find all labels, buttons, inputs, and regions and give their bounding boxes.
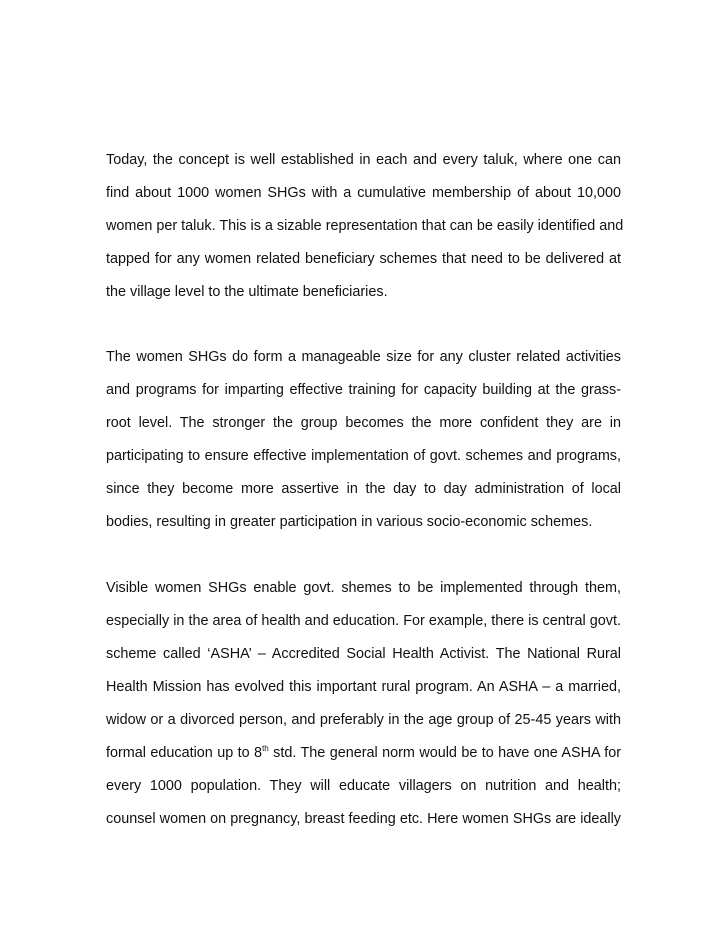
text-line: scheme called ‘ASHA’ – Accredited Social Health Activist. The National Rural <box>106 646 621 662</box>
text-segment: formal education up to 8 <box>106 745 263 761</box>
text-line: Health Mission has evolved this important rural program. An ASHA – a married, <box>106 679 621 695</box>
text-line: tapped for any women related beneficiary schemes that need to be delivered at <box>106 251 621 267</box>
text-line: widow or a divorced person, and preferably in the age group of 25-45 years with <box>106 712 621 728</box>
text-line: and programs for imparting effective training for capacity building at the grass- <box>106 382 621 398</box>
text-line: every 1000 population. They will educate villagers on nutrition and health; <box>106 778 621 794</box>
text-line: counsel women on pregnancy, breast feeding etc. Here women SHGs are ideally <box>106 811 621 827</box>
text-line: root level. The stronger the group becomes the more confident they are in <box>106 415 621 431</box>
text-line: participating to ensure effective implementation of govt. schemes and programs, <box>106 448 621 464</box>
text-line-with-superscript <box>106 737 621 770</box>
paragraph-1 <box>106 144 624 309</box>
text-line: the village level to the ultimate beneficiaries. <box>106 284 388 300</box>
paragraph-3 <box>106 572 621 836</box>
text-segment: std. The general norm would be to have one ASHA for <box>268 745 621 761</box>
text-line: bodies, resulting in greater participation in various socio-economic schemes. <box>106 514 593 530</box>
text-line: Today, the concept is well established in each and every taluk, where one can <box>106 152 621 168</box>
text-line: Visible women SHGs enable govt. shemes to be implemented through them, <box>106 580 621 596</box>
text-line: find about 1000 women SHGs with a cumulative membership of about 10,000 <box>106 185 621 201</box>
text-line: The women SHGs do form a manageable size for any cluster related activities <box>106 349 621 365</box>
superscript: th <box>262 744 269 753</box>
text-line: women per taluk. This is a sizable representation that can be easily identified and <box>106 218 624 234</box>
text-line: since they become more assertive in the day to day administration of local <box>106 481 621 497</box>
paragraph-2 <box>106 341 621 539</box>
text-line: especially in the area of health and education. For example, there is central govt. <box>106 613 621 629</box>
